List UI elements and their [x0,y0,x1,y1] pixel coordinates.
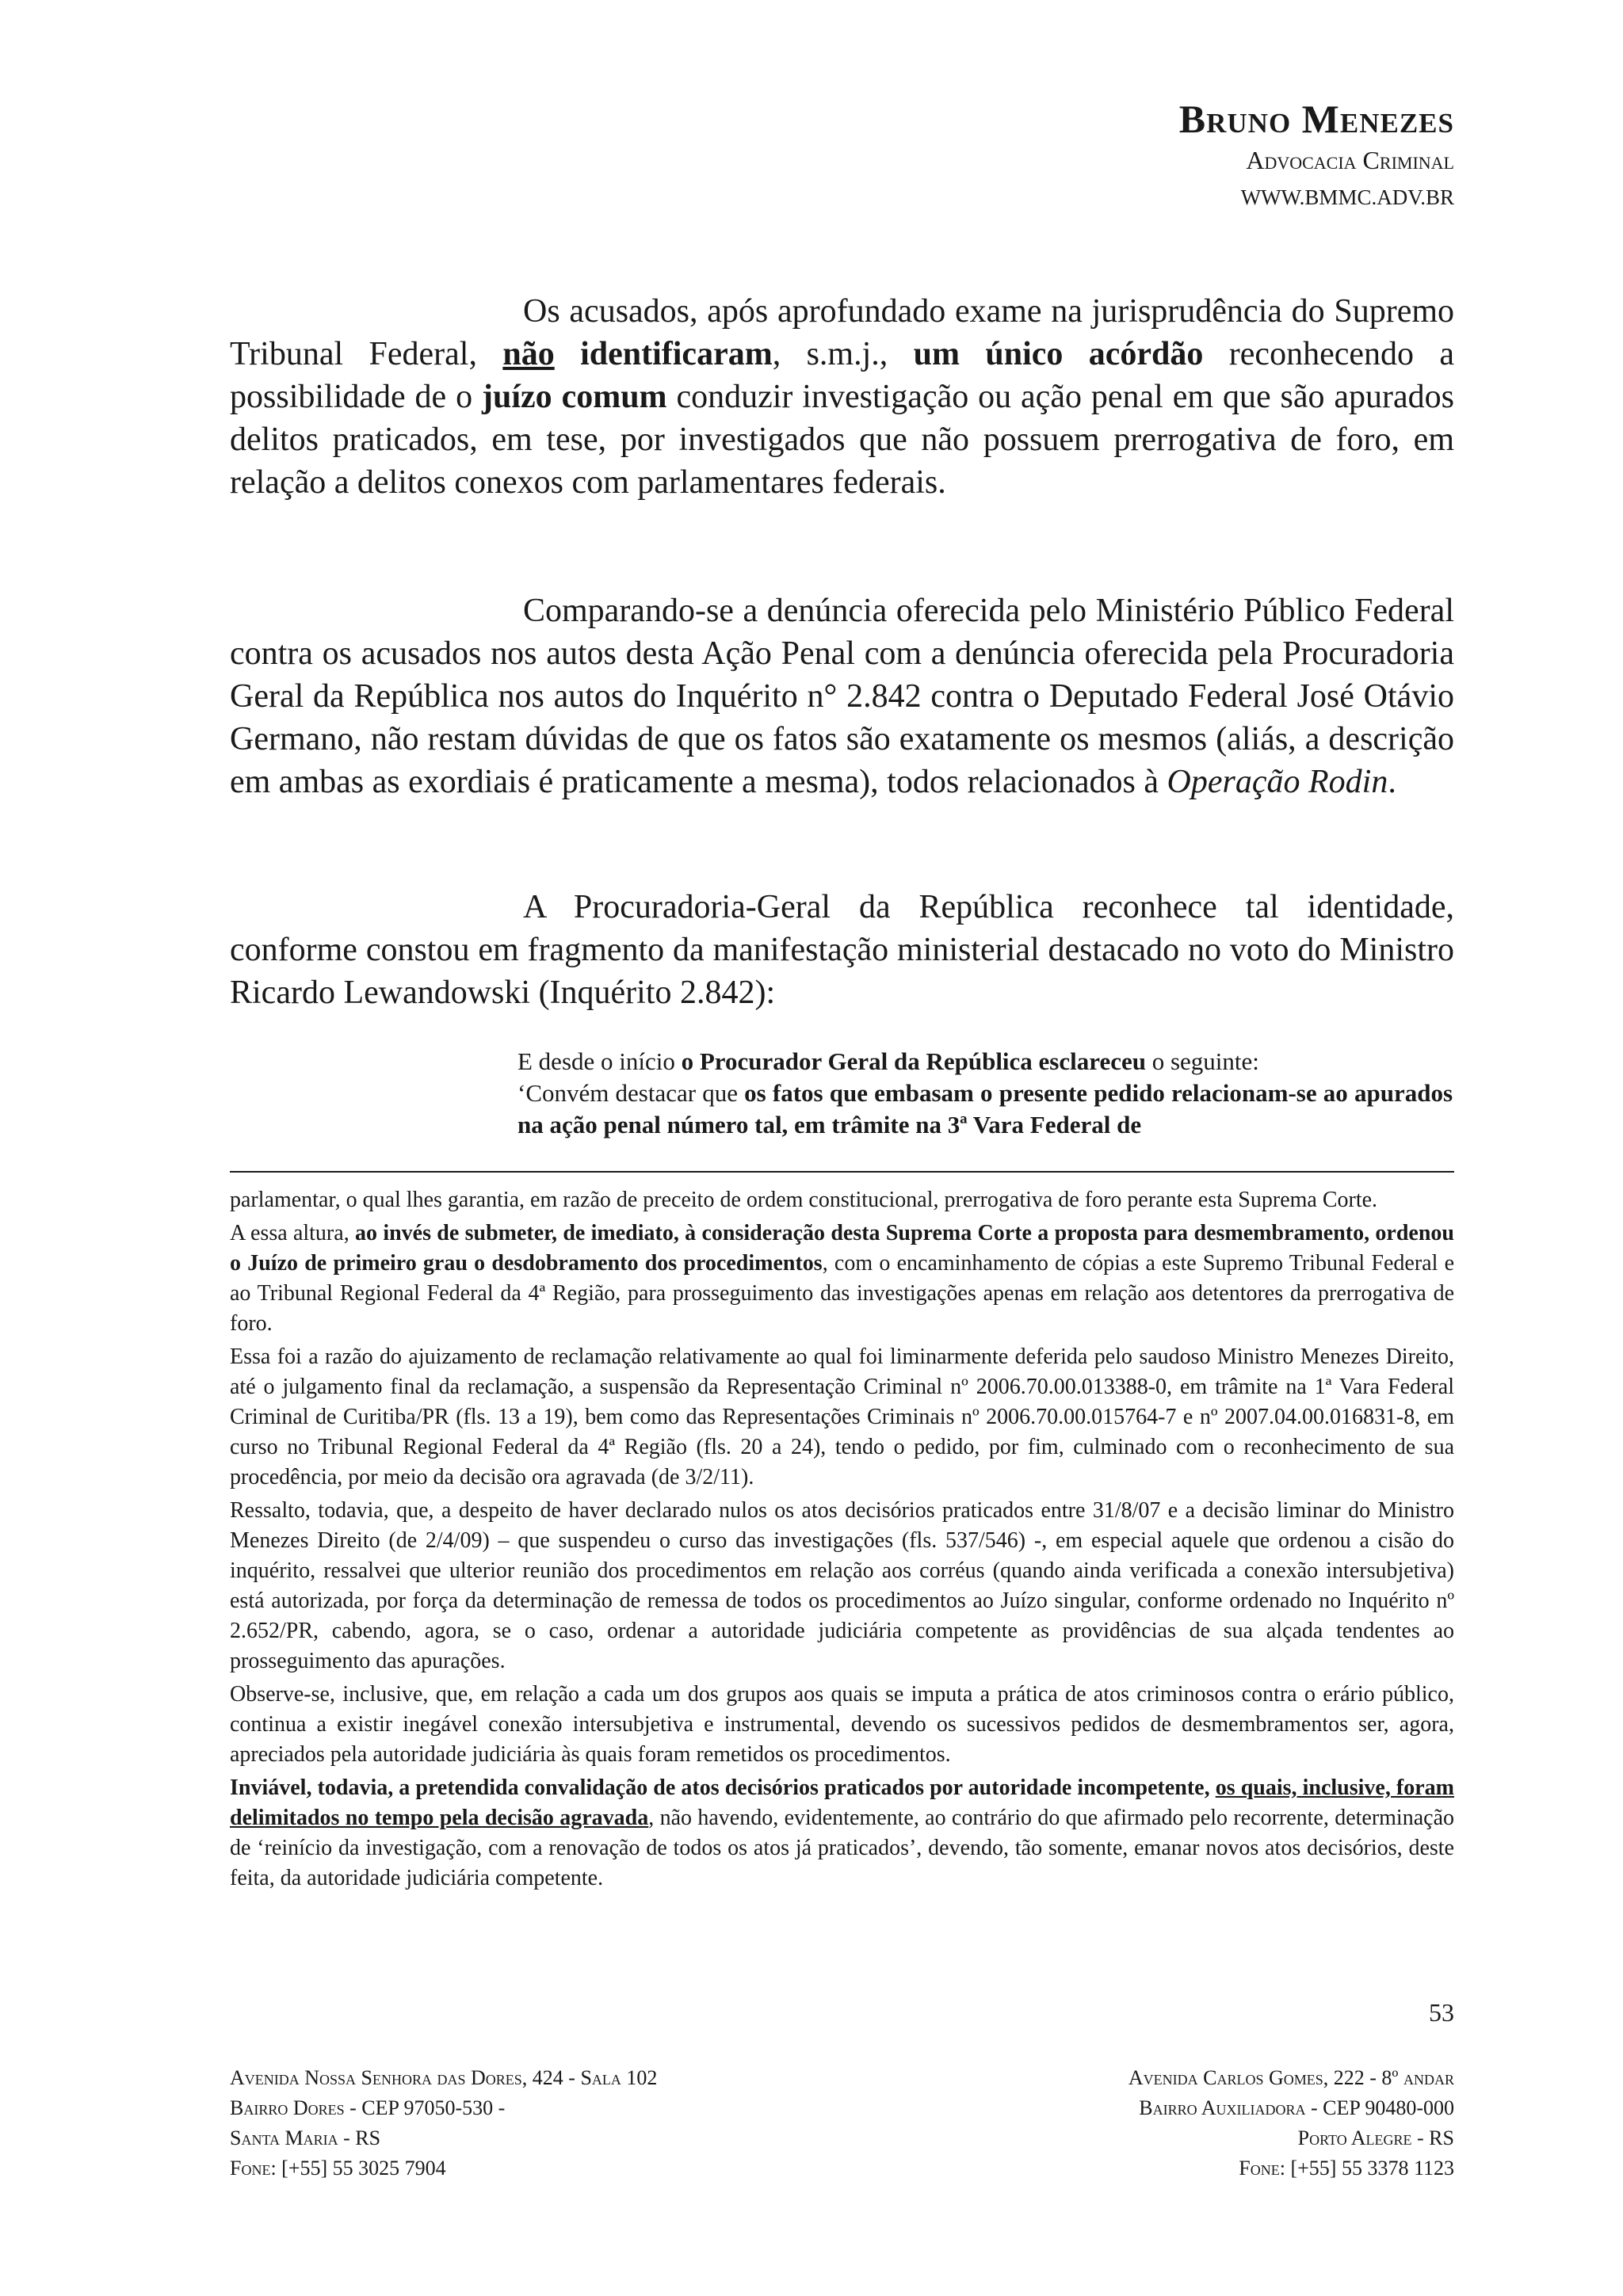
footnote-paragraph: Essa foi a razão do ajuizamento de reclamação relativamente ao qual foi liminarmente deferida pelo saudoso Ministro Menezes Direito, até o julgamento final da reclamação, a suspensão da Representação Criminal nº 2006.70.00.013388-0, em trâmite na 1ª Vara Federal Criminal de Curitiba/PR (fls. 13 a 19), bem como das Representações Criminais nº 2006.70.00.015764-7 e nº 2007.04.00.016831-8, em curso no Tribunal Regional Federal da 4ª Região (fls. 20 a 24), tendo o pedido, por fim, culminado com o reconhecimento de sua procedência, por meio da decisão ora agravada (de 3/2/11). [230,1344,1454,1489]
footnote-paragraph: Inviável, todavia, a pretendida convalidação de atos decisórios praticados por autoridade incompetente, os quais, inclusive, foram delimitados no tempo pela decisão agravada, não havendo, evidentemente, ao contrário do que afirmado pelo recorrente, determinação de ‘reinício da investigação, com a renovação de todos os atos já praticados’, devendo, tão somente, emanar novos atos decisórios, deste feita, da autoridade judiciária competente. [230,1775,1454,1890]
operation-name: Operação Rodin [1167,764,1388,800]
footnote-paragraph: Ressalto, todavia, que, a despeito de haver declarado nulos os atos decisórios praticados entre 31/8/07 e a decisão liminar do Ministro Menezes Direito (de 2/4/09) – que suspendeu o curso das investigações (fls. 537/546) -, em especial aquele que ordenou a cisão do inquérito, ressalvei que ulterior reunião dos procedimentos em relação aos corréus (quando ainda verificada a conexão intersubjetiva) está autorizada, por força da determinação de remessa de todos os procedimentos ao Juízo singular, conforme ordenado no Inquérito nº 2.652/PR, cabendo, agora, se o caso, ordenar a autoridade judiciária competente as providências de sua alçada tendentes ao prosseguimento das apurações. [230,1498,1454,1673]
footnote-separator [230,1171,1454,1173]
footer-city: Porto Alegre - RS [1297,2126,1454,2149]
footer-district: Bairro Auxiliadora - CEP 90480-000 [1139,2096,1454,2119]
emphasis-nao: não [502,336,555,372]
footer-city: Santa Maria - RS [230,2126,381,2149]
letterhead [1179,95,1454,217]
emphasis-identificaram: identificaram [580,336,773,372]
paragraph-1: Os acusados, após aprofundado exame na jurisprudência do Supremo Tribunal Federal, não identificaram, s.m.j., um único acórdão reconhecendo a possibilidade de o juízo comum conduzir investigação ou ação penal em que são apurados delitos praticados, em tese, por investigados que não possuem prerrogativa de foro, em relação a delitos conexos com parlamentares federais. [230,293,1455,501]
footer-office-porto-alegre [1128,2063,1454,2183]
paragraph-3: A Procuradoria-Geral da República reconhece tal identidade, conforme constou em fragmento da manifestação ministerial destacado no voto do Ministro Ricardo Lewandowski (Inquérito 2.842): [230,889,1454,1011]
footer-phone: Fone: [+55] 55 3378 1123 [1239,2157,1454,2180]
footer-address: Avenida Nossa Senhora das Dores, 424 - Sala 102 [230,2066,658,2089]
footer-district: Bairro Dores - CEP 97050-530 - [230,2096,506,2119]
firm-subtitle: Advocacia Criminal [1246,146,1454,174]
footnote-paragraph: A essa altura, ao invés de submeter, de imediato, à consideração desta Suprema Corte a proposta para desmembramento, ordenou o Juízo de primeiro grau o desdobramento dos procedimentos, com o encaminhamento de cópias a este Supremo Tribunal Federal e ao Tribunal Regional Federal da 4ª Região, para prosseguimento das investigações apenas em relação aos detentores da prerrogativa de foro. [230,1221,1455,1336]
footnote-paragraph: parlamentar, o qual lhes garantia, em razão de preceito de ordem constitucional, prerrogativa de foro perante esta Suprema Corte. [230,1188,1378,1212]
block-quote: E desde o início o Procurador Geral da República esclareceu o seguinte: ‘Convém destacar que os fatos que embasam o presente pedido relacionam-se ao apurados na ação penal número tal, em trâmite na 3ª Vara Federal de [517,1047,1453,1138]
footnotes [230,1185,1454,1897]
emphasis-juizo-comum: juízo comum [482,379,667,415]
footer-phone: Fone: [+55] 55 3025 7904 [230,2157,446,2180]
firm-website: WWW.BMMC.ADV.BR [1240,185,1454,209]
paragraph-2: Comparando-se a denúncia oferecida pelo Ministério Público Federal contra os acusados nos autos desta Ação Penal com a denúncia oferecida pela Procuradoria Geral da República nos autos do Inquérito n° 2.842 contra o Deputado Federal José Otávio Germano, não restam dúvidas de que os fatos são exatamente os mesmos (aliás, a descrição em ambas as exordiais é praticamente a mesma), todos relacionados à Operação Rodin. [230,593,1454,800]
footer-office-santa-maria [230,2063,657,2183]
emphasis-acordao: um único acórdão [913,336,1204,372]
footer-address: Avenida Carlos Gomes, 222 - 8º andar [1128,2066,1454,2089]
page-number: 53 [1429,1998,1454,2027]
firm-name: Bruno Menezes [1178,97,1454,141]
footnote-paragraph: Observe-se, inclusive, que, em relação a cada um dos grupos aos quais se imputa a prática de atos criminosos contra o erário público, continua a existir inegável conexão intersubjetiva e instrumental, devendo os sucessivos pedidos de desmembramentos ser, agora, apreciados pela autoridade judiciária às quais foram remetidos os procedimentos. [230,1682,1454,1767]
